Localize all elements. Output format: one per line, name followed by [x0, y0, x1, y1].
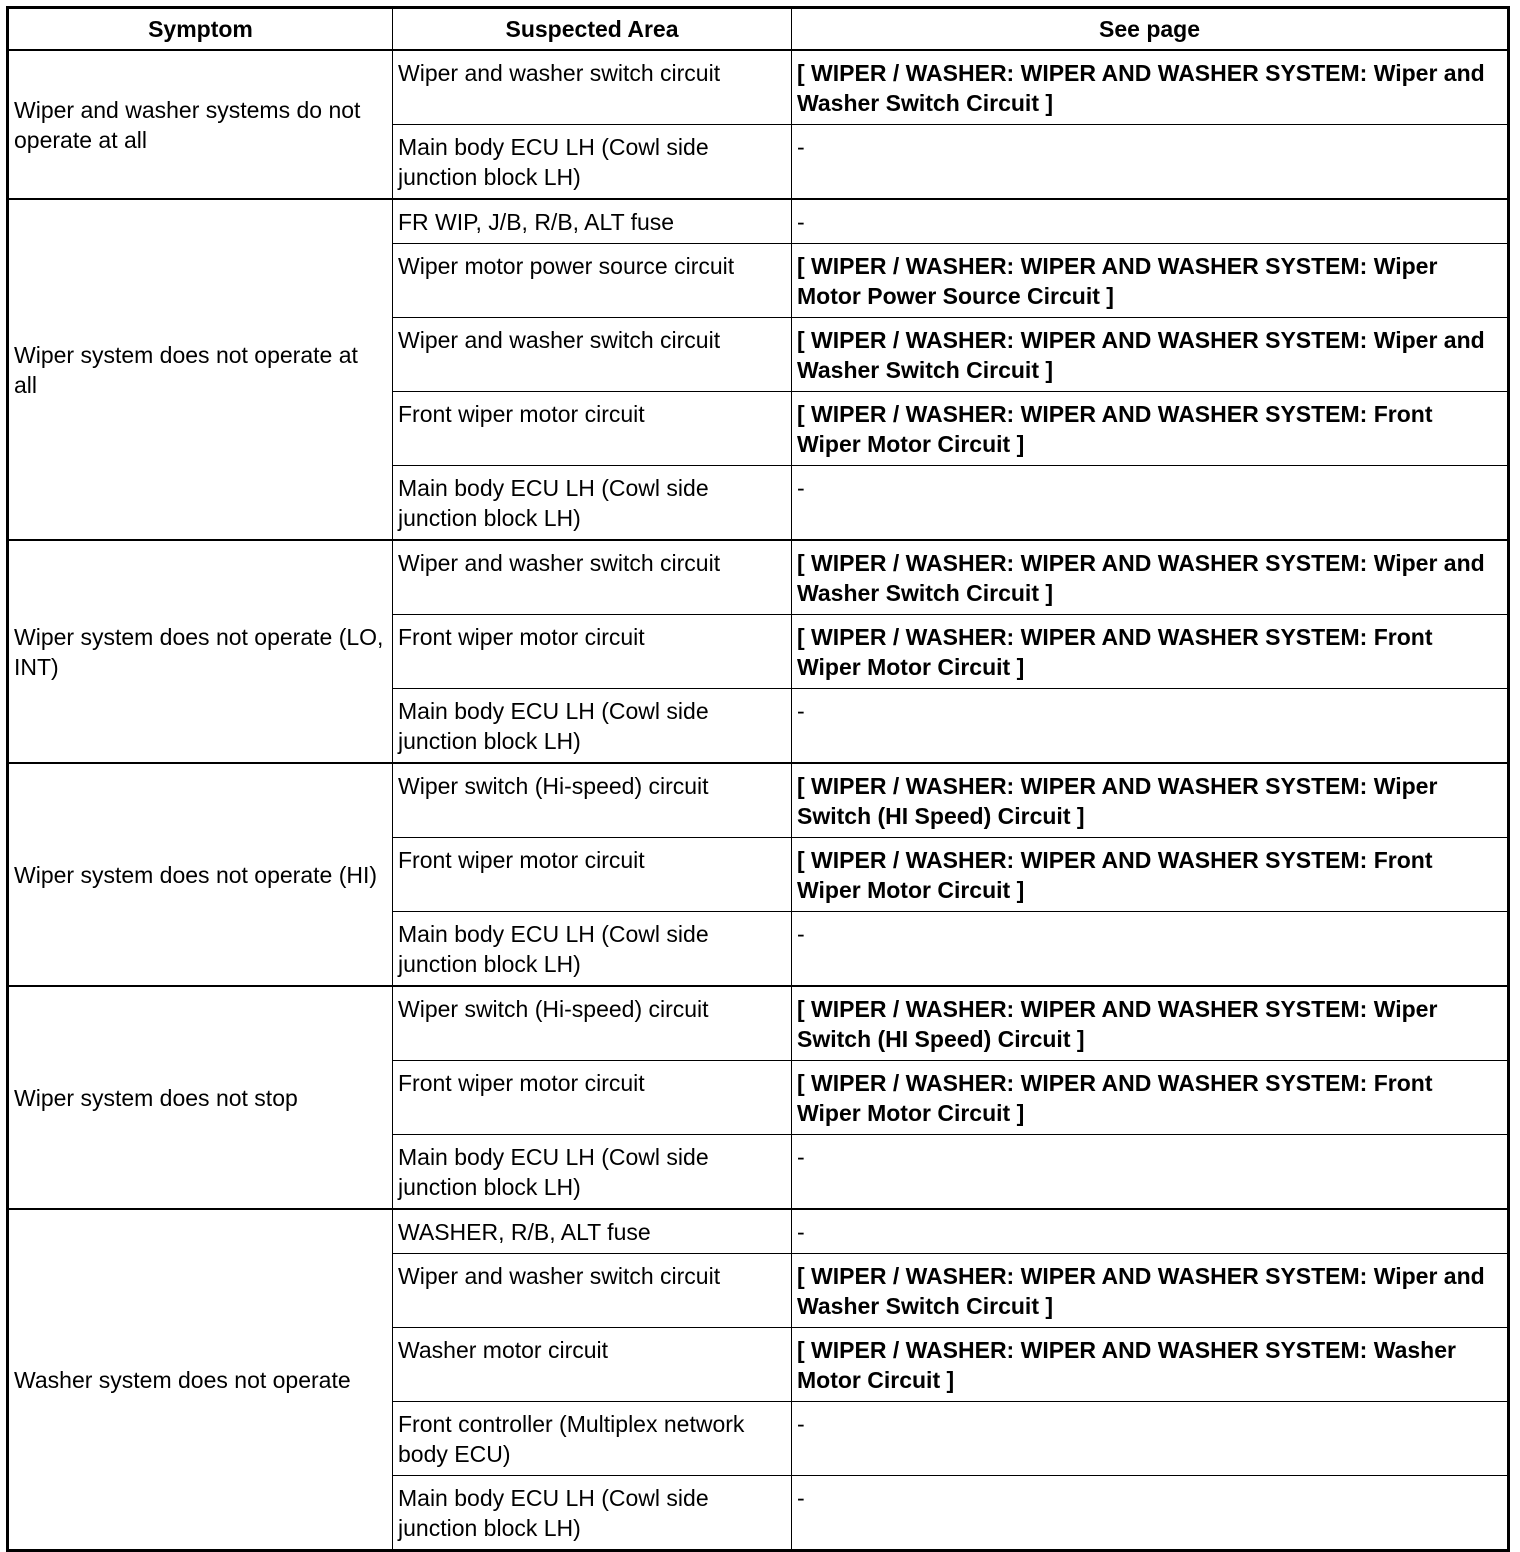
suspected-area-cell: Main body ECU LH (Cowl side junction block LH)	[393, 466, 792, 541]
suspected-area-cell: Wiper switch (Hi-speed) circuit	[393, 986, 792, 1061]
suspected-area-cell: FR WIP, J/B, R/B, ALT fuse	[393, 199, 792, 244]
see-page-reference: [ WIPER / WASHER: WIPER AND WASHER SYSTEM: Wiper Switch (HI Speed) Circuit ]	[792, 763, 1509, 838]
suspected-area-cell: Front wiper motor circuit	[393, 392, 792, 466]
suspected-area-cell: Wiper and washer switch circuit	[393, 1254, 792, 1328]
symptom-cell: Wiper and washer systems do not operate at all	[8, 50, 393, 199]
see-page-reference: [ WIPER / WASHER: WIPER AND WASHER SYSTEM: Washer Motor Circuit ]	[792, 1328, 1509, 1402]
see-page-reference: [ WIPER / WASHER: WIPER AND WASHER SYSTEM: Wiper Motor Power Source Circuit ]	[792, 244, 1509, 318]
suspected-area-cell: Main body ECU LH (Cowl side junction block LH)	[393, 125, 792, 200]
suspected-area-cell: Wiper motor power source circuit	[393, 244, 792, 318]
suspected-area-cell: Front wiper motor circuit	[393, 838, 792, 912]
see-page-none: -	[792, 199, 1509, 244]
header-suspected-area: Suspected Area	[393, 8, 792, 51]
symptom-cell: Wiper system does not stop	[8, 986, 393, 1209]
page	[6, 6, 1507, 1552]
see-page-reference: [ WIPER / WASHER: WIPER AND WASHER SYSTEM: Front Wiper Motor Circuit ]	[792, 615, 1509, 689]
suspected-area-cell: Front wiper motor circuit	[393, 615, 792, 689]
table-row	[8, 1209, 1509, 1254]
symptom-cell: Wiper system does not operate (HI)	[8, 763, 393, 986]
table-body	[8, 50, 1509, 1551]
see-page-reference: [ WIPER / WASHER: WIPER AND WASHER SYSTEM: Wiper and Washer Switch Circuit ]	[792, 540, 1509, 615]
suspected-area-cell: Wiper and washer switch circuit	[393, 50, 792, 125]
suspected-area-cell: Main body ECU LH (Cowl side junction block LH)	[393, 912, 792, 987]
suspected-area-cell: WASHER, R/B, ALT fuse	[393, 1209, 792, 1254]
see-page-reference: [ WIPER / WASHER: WIPER AND WASHER SYSTEM: Front Wiper Motor Circuit ]	[792, 838, 1509, 912]
see-page-none: -	[792, 125, 1509, 200]
suspected-area-cell: Front controller (Multiplex network body ECU)	[393, 1402, 792, 1476]
symptom-cell: Wiper system does not operate (LO, INT)	[8, 540, 393, 763]
see-page-reference: [ WIPER / WASHER: WIPER AND WASHER SYSTEM: Front Wiper Motor Circuit ]	[792, 1061, 1509, 1135]
see-page-reference: [ WIPER / WASHER: WIPER AND WASHER SYSTEM: Wiper and Washer Switch Circuit ]	[792, 50, 1509, 125]
table-row	[8, 540, 1509, 615]
see-page-reference: [ WIPER / WASHER: WIPER AND WASHER SYSTEM: Wiper and Washer Switch Circuit ]	[792, 1254, 1509, 1328]
see-page-none: -	[792, 466, 1509, 541]
table-row	[8, 50, 1509, 125]
suspected-area-cell: Wiper and washer switch circuit	[393, 540, 792, 615]
see-page-reference: [ WIPER / WASHER: WIPER AND WASHER SYSTEM: Front Wiper Motor Circuit ]	[792, 392, 1509, 466]
see-page-none: -	[792, 1402, 1509, 1476]
suspected-area-cell: Main body ECU LH (Cowl side junction block LH)	[393, 689, 792, 764]
see-page-none: -	[792, 1476, 1509, 1551]
symptom-cell: Wiper system does not operate at all	[8, 199, 393, 540]
suspected-area-cell: Main body ECU LH (Cowl side junction block LH)	[393, 1476, 792, 1551]
see-page-none: -	[792, 912, 1509, 987]
suspected-area-cell: Wiper switch (Hi-speed) circuit	[393, 763, 792, 838]
suspected-area-cell: Washer motor circuit	[393, 1328, 792, 1402]
suspected-area-cell: Main body ECU LH (Cowl side junction block LH)	[393, 1135, 792, 1210]
problem-symptoms-table	[6, 6, 1510, 1552]
table-row	[8, 763, 1509, 838]
see-page-none: -	[792, 1135, 1509, 1210]
table-row	[8, 986, 1509, 1061]
table-header-row	[8, 8, 1509, 51]
see-page-reference: [ WIPER / WASHER: WIPER AND WASHER SYSTEM: Wiper and Washer Switch Circuit ]	[792, 318, 1509, 392]
suspected-area-cell: Front wiper motor circuit	[393, 1061, 792, 1135]
header-see-page: See page	[792, 8, 1509, 51]
see-page-none: -	[792, 1209, 1509, 1254]
table-row	[8, 199, 1509, 244]
suspected-area-cell: Wiper and washer switch circuit	[393, 318, 792, 392]
symptom-cell: Washer system does not operate	[8, 1209, 393, 1551]
see-page-none: -	[792, 689, 1509, 764]
header-symptom: Symptom	[8, 8, 393, 51]
see-page-reference: [ WIPER / WASHER: WIPER AND WASHER SYSTEM: Wiper Switch (HI Speed) Circuit ]	[792, 986, 1509, 1061]
